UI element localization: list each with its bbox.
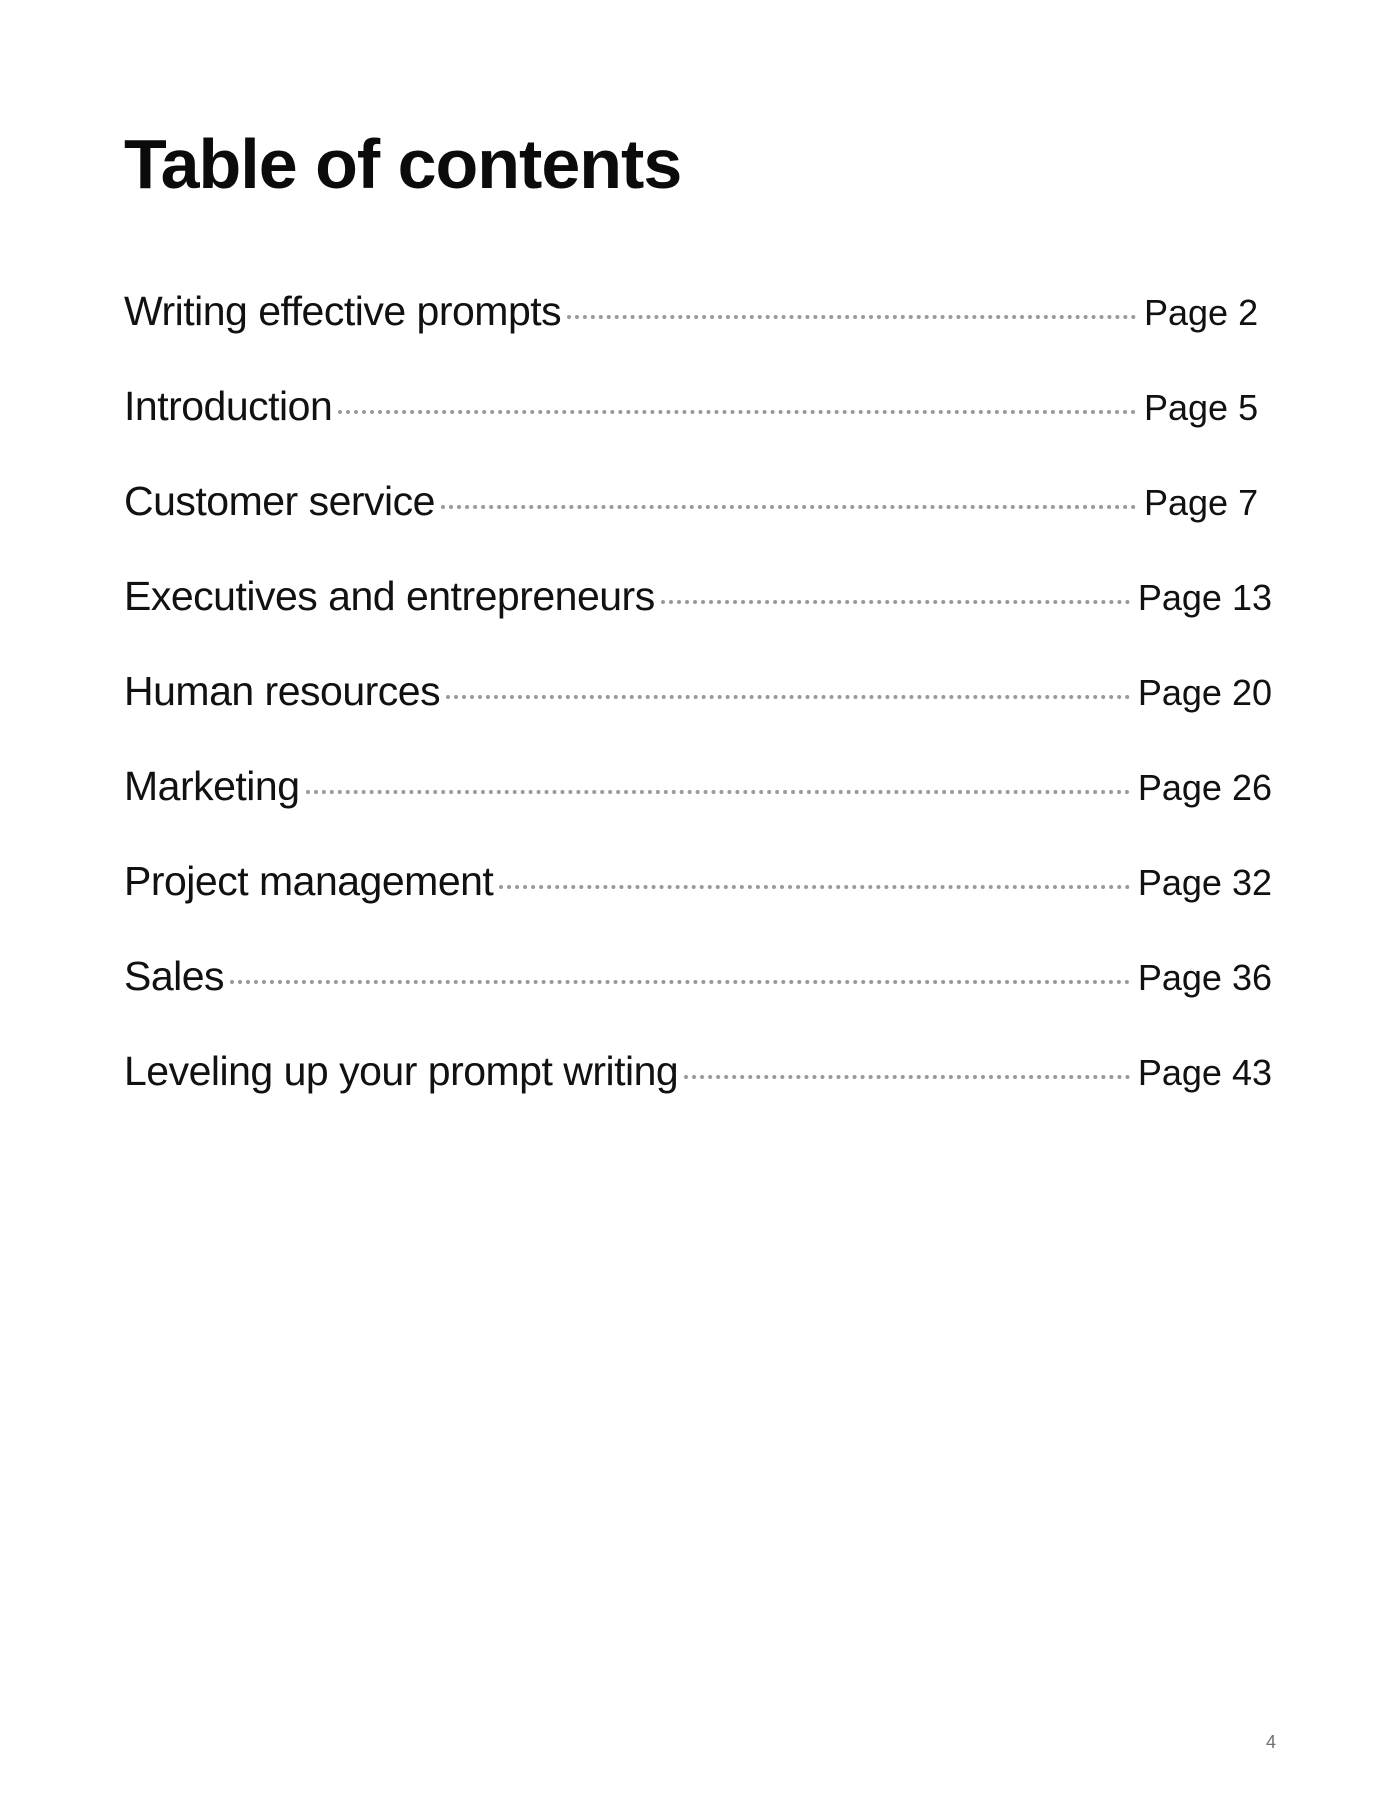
toc-entry-title: Project management	[124, 858, 494, 904]
dot-leader	[306, 790, 1130, 794]
toc-entry-title: Writing effective prompts	[124, 288, 562, 334]
toc-entry-marketing[interactable]	[124, 763, 1272, 858]
toc-entry-page: Page 32	[1137, 862, 1272, 903]
toc-entry-page: Page 43	[1137, 1052, 1272, 1093]
toc-entry-page: Page 36	[1137, 957, 1272, 998]
toc-entry-title: Executives and entrepreneurs	[124, 573, 655, 619]
toc-entry-executives-and-entrepreneurs[interactable]	[124, 573, 1272, 668]
toc-entry-title: Customer service	[124, 478, 435, 524]
toc-entry-title: Human resources	[124, 668, 441, 714]
toc-entry-sales[interactable]	[124, 953, 1272, 1048]
toc-entry-page: Page 2	[1144, 292, 1259, 333]
table-of-contents	[124, 288, 1272, 1143]
toc-entry-writing-effective-prompts[interactable]	[124, 288, 1272, 383]
toc-entry-title: Introduction	[124, 383, 333, 429]
toc-entry-page: Page 13	[1137, 577, 1272, 618]
toc-entry-human-resources[interactable]	[124, 668, 1272, 763]
page-title: Table of contents	[124, 125, 682, 203]
page-number: 4	[1265, 1732, 1276, 1752]
toc-entry-page: Page 7	[1144, 482, 1259, 523]
dot-leader	[230, 980, 1130, 984]
dot-leader	[446, 695, 1130, 699]
toc-entry-project-management[interactable]	[124, 858, 1272, 953]
toc-entry-page: Page 26	[1137, 767, 1272, 808]
dot-leader	[338, 410, 1136, 414]
toc-entry-customer-service[interactable]	[124, 478, 1272, 573]
dot-leader	[684, 1075, 1130, 1079]
dot-leader	[567, 315, 1136, 319]
toc-entry-leveling-up-your-prompt-writing[interactable]	[124, 1048, 1272, 1143]
dot-leader	[441, 505, 1136, 509]
toc-entry-title: Sales	[124, 953, 225, 999]
toc-entry-page: Page 20	[1137, 672, 1272, 713]
toc-entry-introduction[interactable]	[124, 383, 1272, 478]
dot-leader	[499, 885, 1130, 889]
dot-leader	[661, 600, 1130, 604]
toc-entry-title: Leveling up your prompt writing	[124, 1048, 679, 1094]
toc-entry-page: Page 5	[1144, 387, 1259, 428]
toc-entry-title: Marketing	[124, 763, 300, 809]
